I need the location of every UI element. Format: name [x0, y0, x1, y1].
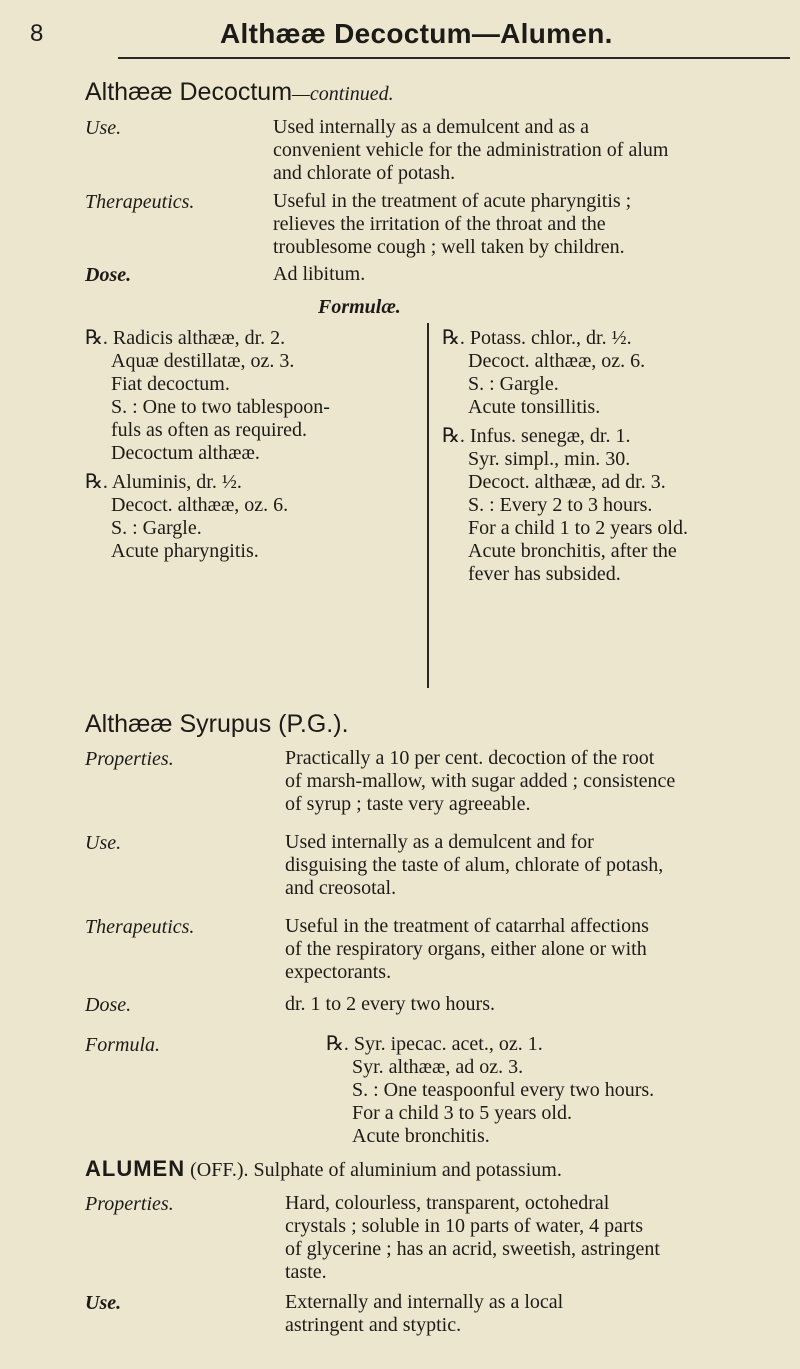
decoctum-use-text	[273, 116, 668, 185]
syrupus-properties-line: of syrup ; taste very agreeable.	[285, 793, 531, 815]
syrupus-properties-line: Practically a 10 per cent. decoction of the root	[285, 747, 655, 769]
syrupus-use-label: Use.	[85, 832, 122, 854]
alumen-use-text	[285, 1291, 563, 1337]
right-formulae-column	[442, 327, 688, 586]
syrupus-therapeutics-line: Useful in the treatment of catarrhal affections	[285, 915, 649, 937]
running-title: Althææ Decoctum—Alumen.	[220, 18, 613, 49]
formula-line: S. : Gargle.	[468, 373, 559, 395]
syrupus-properties-label: Properties.	[85, 748, 174, 770]
header-rule	[118, 57, 790, 59]
formula-line: Decoct. althææ, ad dr. 3.	[468, 471, 666, 493]
formula-line: Syr. simpl., min. 30.	[468, 448, 631, 470]
formula-line: Decoctum althææ.	[111, 442, 260, 464]
alumen-properties-line: Hard, colourless, transparent, octohedral	[285, 1192, 610, 1214]
syrupus-use-line: Used internally as a demulcent and for	[285, 831, 594, 853]
formulae-heading: Formulæ.	[318, 296, 401, 318]
syrupus-formula-line: For a child 3 to 5 years old.	[352, 1102, 572, 1124]
syrupus-formula-line: Acute bronchitis.	[352, 1125, 490, 1147]
formula-line: S. : Every 2 to 3 hours.	[468, 494, 653, 516]
syrupus-therapeutics-text	[285, 915, 649, 984]
formula-line: fever has subsided.	[468, 563, 621, 585]
formula-line: Aquæ destillatæ, oz. 3.	[111, 350, 295, 372]
column-divider	[427, 323, 429, 688]
decoctum-use-line: and chlorate of potash.	[273, 162, 456, 184]
formula-line: ℞. Infus. senegæ, dr. 1.	[442, 425, 631, 447]
decoctum-therapeutics-line: Useful in the treatment of acute pharyngitis ;	[273, 190, 632, 212]
formula-line: Decoct. althææ, oz. 6.	[468, 350, 646, 372]
alumen-properties-label: Properties.	[85, 1193, 174, 1215]
alumen-properties-text	[285, 1192, 660, 1284]
syrupus-formula-line: ℞. Syr. ipecac. acet., oz. 1.	[326, 1033, 543, 1055]
formula-line: Decoct. althææ, oz. 6.	[111, 494, 289, 516]
alumen-title: ALUMEN	[85, 1156, 186, 1181]
decoctum-title	[85, 78, 394, 107]
alumen-title-rest: (OFF.). Sulphate of aluminium and potassium.	[190, 1159, 562, 1181]
formula-line: ℞. Radicis althææ, dr. 2.	[85, 327, 286, 349]
formula-line: fuls as often as required.	[111, 419, 308, 441]
syrupus-therapeutics-label: Therapeutics.	[85, 916, 195, 938]
decoctum-dose: Ad libitum.	[273, 263, 366, 285]
alumen-use-line: astringent and styptic.	[285, 1314, 462, 1336]
syrupus-formula-line: Syr. althææ, ad oz. 3.	[352, 1056, 524, 1078]
alumen-properties-line: taste.	[285, 1261, 327, 1283]
syrupus-use-line: disguising the taste of alum, chlorate of potash,	[285, 854, 664, 876]
alumen-properties-line: crystals ; soluble in 10 parts of water, 4 parts	[285, 1215, 644, 1237]
decoctum-use-line: convenient vehicle for the administration of alum	[273, 139, 669, 161]
left-formulae-column	[85, 327, 330, 563]
formula-line: For a child 1 to 2 years old.	[468, 517, 688, 539]
formula-line: Acute pharyngitis.	[111, 540, 259, 562]
decoctum-therapeutics-line: troublesome cough ; well taken by children.	[273, 236, 625, 258]
syrupus-dose-label: Dose.	[85, 994, 132, 1016]
syrupus-use-line: and creosotal.	[285, 877, 397, 899]
syrupus-formula-line: S. : One teaspoonful every two hours.	[352, 1079, 655, 1101]
formula-line: Fiat decoctum.	[111, 373, 230, 395]
alumen-use-label: Use.	[85, 1292, 122, 1314]
formula-line: ℞. Potass. chlor., dr. ½.	[442, 327, 632, 349]
alumen-heading	[85, 1156, 562, 1182]
syrupus-formula-label: Formula.	[85, 1034, 160, 1056]
syrupus-formula-text	[326, 1033, 654, 1148]
syrupus-properties-line: of marsh-mallow, with sugar added ; consistence	[285, 770, 676, 792]
syrupus-title: Althææ Syrupus (P.G.).	[85, 710, 349, 738]
syrupus-therapeutics-line: of the respiratory organs, either alone or with	[285, 938, 647, 960]
decoctum-use-line: Used internally as a demulcent and as a	[273, 116, 589, 138]
formula-line: Acute bronchitis, after the	[468, 540, 677, 562]
syrupus-use-text	[285, 831, 663, 900]
formula-line: ℞. Aluminis, dr. ½.	[85, 471, 242, 493]
syrupus-properties-text	[285, 747, 675, 816]
decoctum-therapeutics-text	[273, 190, 631, 259]
syrupus-dose: dr. 1 to 2 every two hours.	[285, 993, 495, 1015]
formula-line: Acute tonsillitis.	[468, 396, 601, 418]
syrupus-therapeutics-line: expectorants.	[285, 961, 392, 983]
decoctum-therapeutics-label: Therapeutics.	[85, 191, 195, 213]
decoctum-use-label: Use.	[85, 117, 122, 139]
decoctum-continued: —continued.	[292, 83, 394, 105]
formula-line: S. : Gargle.	[111, 517, 202, 539]
alumen-use-line: Externally and internally as a local	[285, 1291, 564, 1313]
formula-line: S. : One to two tablespoon-	[111, 396, 330, 418]
decoctum-dose-label: Dose.	[85, 264, 132, 286]
page-number: 8	[30, 20, 44, 47]
alumen-properties-line: of glycerine ; has an acrid, sweetish, astringent	[285, 1238, 660, 1260]
decoctum-therapeutics-line: relieves the irritation of the throat and the	[273, 213, 606, 235]
decoctum-title-text: Althææ Decoctum	[85, 78, 293, 106]
